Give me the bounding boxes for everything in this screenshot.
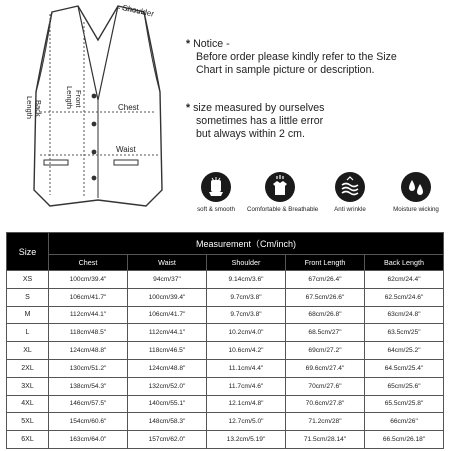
moisture-wicking-icon — [401, 172, 431, 202]
measurement-cell: 64cm/25.2" — [365, 342, 444, 360]
measurement-cell: 62cm/24.4" — [365, 271, 444, 289]
measurement-cell: 63.5cm/25" — [365, 324, 444, 342]
measurement-cell: 100cm/39.4" — [128, 288, 207, 306]
measurement-cell: 106cm/41.7" — [49, 288, 128, 306]
size-cell: 2XL — [7, 359, 49, 377]
back-length-label-2: Length — [25, 96, 34, 119]
size-cell: 3XL — [7, 377, 49, 395]
feature-label: Moisture wicking — [393, 206, 439, 213]
measurement-cell: 9.7cm/3.8" — [207, 288, 286, 306]
table-row — [7, 342, 444, 360]
notice-marker: * — [186, 102, 191, 114]
waist-label: Waist — [116, 145, 136, 154]
measurement-cell: 68.5cm/27" — [286, 324, 365, 342]
measurement-cell: 130cm/51.2" — [49, 359, 128, 377]
measurement-cell: 124cm/48.8" — [49, 342, 128, 360]
size-header: Size — [7, 233, 49, 271]
table-row — [7, 288, 444, 306]
back-length-label-1: Back — [34, 100, 43, 117]
feature-label: Anti wrinkle — [334, 206, 366, 213]
order-notice — [186, 38, 444, 77]
measurement-cell: 69.6cm/27.4" — [286, 359, 365, 377]
measurement-cell: 157cm/62.0" — [128, 431, 207, 449]
feature-breathable — [247, 172, 319, 213]
measurement-cell: 70cm/27.6" — [286, 377, 365, 395]
measurement-cell: 12.7cm/5.0" — [207, 413, 286, 431]
table-row — [7, 359, 444, 377]
measurement-cell: 71.5cm/28.14" — [286, 431, 365, 449]
column-header-waist: Waist — [128, 255, 207, 271]
measurement-cell: 94cm/37" — [128, 271, 207, 289]
anti-wrinkle-icon — [335, 172, 365, 202]
notice-line: size measured by ourselves — [193, 102, 325, 114]
size-cell: M — [7, 306, 49, 324]
measurement-cell: 146cm/57.5" — [49, 395, 128, 413]
measurement-cell: 118cm/48.5" — [49, 324, 128, 342]
notice-line: Before order please kindly refer to the Size — [196, 51, 397, 63]
table-row — [7, 413, 444, 431]
measurement-cell: 163cm/64.0" — [49, 431, 128, 449]
measurement-cell: 68cm/26.8" — [286, 306, 365, 324]
feature-label: soft & smooth — [197, 206, 235, 213]
size-cell: 6XL — [7, 431, 49, 449]
measurement-cell: 138cm/54.3" — [49, 377, 128, 395]
measurement-cell: 12.1cm/4.8" — [207, 395, 286, 413]
size-cell: L — [7, 324, 49, 342]
measurement-cell: 66.5cm/26.18" — [365, 431, 444, 449]
notice-line: but always within 2 cm. — [196, 128, 305, 140]
measurement-header: Measurement（Cm/inch) — [49, 233, 444, 255]
chest-label: Chest — [118, 103, 139, 112]
feature-anti-wrinkle — [317, 172, 383, 213]
measurement-cell: 70.6cm/27.8" — [286, 395, 365, 413]
table-row — [7, 271, 444, 289]
front-length-label-2: Length — [65, 86, 74, 109]
measurement-cell: 9.7cm/3.8" — [207, 306, 286, 324]
measurement-cell: 106cm/41.7" — [128, 306, 207, 324]
feature-icons — [183, 172, 449, 220]
measurement-cell: 154cm/60.6" — [49, 413, 128, 431]
notice-line: Notice - — [193, 38, 230, 50]
notice-marker: * — [186, 38, 191, 50]
feature-label: Comfortable & Breathable — [247, 206, 319, 213]
measurement-cell: 13.2cm/5.19" — [207, 431, 286, 449]
measurement-cell: 11.1cm/4.4" — [207, 359, 286, 377]
column-header-back-length: Back Length — [365, 255, 444, 271]
measurement-cell: 124cm/48.8" — [128, 359, 207, 377]
notice-line: sometimes has a little error — [196, 115, 324, 127]
measurement-cell: 140cm/55.1" — [128, 395, 207, 413]
measurement-cell: 100cm/39.4" — [49, 271, 128, 289]
size-cell: S — [7, 288, 49, 306]
table-row — [7, 306, 444, 324]
table-row — [7, 377, 444, 395]
breathable-icon — [265, 172, 295, 202]
table-row — [7, 324, 444, 342]
measurement-cell: 71.2cm/28" — [286, 413, 365, 431]
notice-line: Chart in sample picture or description. — [196, 64, 375, 76]
table-row — [7, 395, 444, 413]
measurement-cell: 65cm/25.6" — [365, 377, 444, 395]
measurement-cell: 69cm/27.2" — [286, 342, 365, 360]
measurement-cell: 9.14cm/3.6" — [207, 271, 286, 289]
measurement-cell: 10.2cm/4.0" — [207, 324, 286, 342]
column-header-shoulder: Shoulder — [207, 255, 286, 271]
measurement-cell: 11.7cm/4.6" — [207, 377, 286, 395]
size-rows — [7, 271, 444, 449]
shoulder-label: Shoulder — [121, 3, 155, 19]
measurement-cell: 67cm/26.4" — [286, 271, 365, 289]
size-cell: 5XL — [7, 413, 49, 431]
measurement-cell: 63cm/24.8" — [365, 306, 444, 324]
measurement-cell: 66cm/26" — [365, 413, 444, 431]
measurement-cell: 62.5cm/24.6" — [365, 288, 444, 306]
vest-diagram — [0, 0, 180, 232]
measurement-cell: 118cm/46.5" — [128, 342, 207, 360]
measurement-cell: 112cm/44.1" — [128, 324, 207, 342]
size-cell: 4XL — [7, 395, 49, 413]
measurement-cell: 67.5cm/26.6" — [286, 288, 365, 306]
table-row — [7, 431, 444, 449]
measurement-cell: 132cm/52.0" — [128, 377, 207, 395]
measurement-cell: 10.6cm/4.2" — [207, 342, 286, 360]
feature-soft-smooth — [183, 172, 249, 213]
size-cell: XL — [7, 342, 49, 360]
measurement-cell: 64.5cm/25.4" — [365, 359, 444, 377]
soft-smooth-icon — [201, 172, 231, 202]
feature-moisture-wicking — [383, 172, 449, 213]
size-chart-table — [6, 232, 444, 449]
measurement-cell: 112cm/44.1" — [49, 306, 128, 324]
column-header-front-length: Front Length — [286, 255, 365, 271]
measurement-cell: 65.5cm/25.8" — [365, 395, 444, 413]
column-header-chest: Chest — [49, 255, 128, 271]
measurement-notice — [186, 102, 444, 141]
measurement-cell: 148cm/58.3" — [128, 413, 207, 431]
size-cell: XS — [7, 271, 49, 289]
front-length-label-1: Front — [74, 90, 83, 108]
